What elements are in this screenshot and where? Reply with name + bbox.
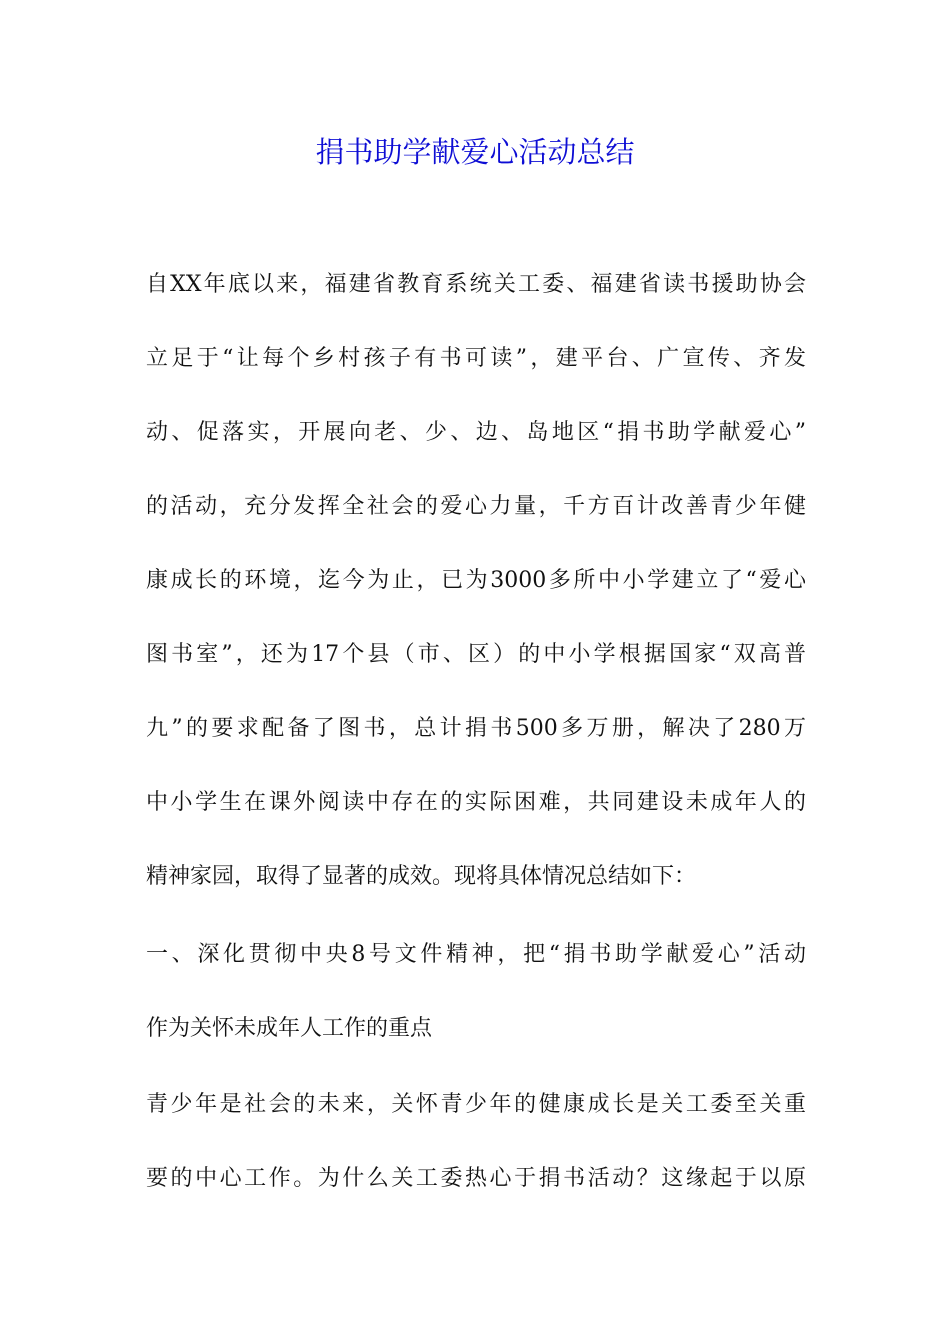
body-line: 动、促落实，开展向老、少、边、岛地区“捐书助学献爱心” [146, 420, 806, 445]
body-line: 自XX年底以来，福建省教育系统关工委、福建省读书援助协会 [146, 272, 806, 297]
body-line: 九”的要求配备了图书，总计捐书500多万册，解决了280万 [146, 716, 806, 741]
section-heading-line: 一、深化贯彻中央8号文件精神，把“捐书助学献爱心”活动 [146, 942, 806, 967]
document-title: 捐书助学献爱心活动总结 [315, 135, 635, 169]
body-line: 中小学生在课外阅读中存在的实际困难，共同建设未成年人的 [146, 790, 806, 815]
body-line: 要的中心工作。为什么关工委热心于捐书活动？这缘起于以原 [146, 1166, 806, 1191]
body-line: 康成长的环境，迄今为止，已为3000多所中小学建立了“爱心 [146, 568, 806, 593]
body-line: 立足于“让每个乡村孩子有书可读”，建平台、广宣传、齐发 [146, 346, 806, 371]
body-line: 图书室”，还为17个县（市、区）的中小学根据国家“双高普 [146, 642, 806, 667]
body-line: 的活动，充分发挥全社会的爱心力量，千方百计改善青少年健 [146, 494, 806, 519]
body-line: 青少年是社会的未来，关怀青少年的健康成长是关工委至关重 [146, 1092, 806, 1117]
body-line: 精神家园，取得了显著的成效。现将具体情况总结如下： [146, 864, 697, 889]
section-heading-line: 作为关怀未成年人工作的重点 [146, 1016, 433, 1041]
